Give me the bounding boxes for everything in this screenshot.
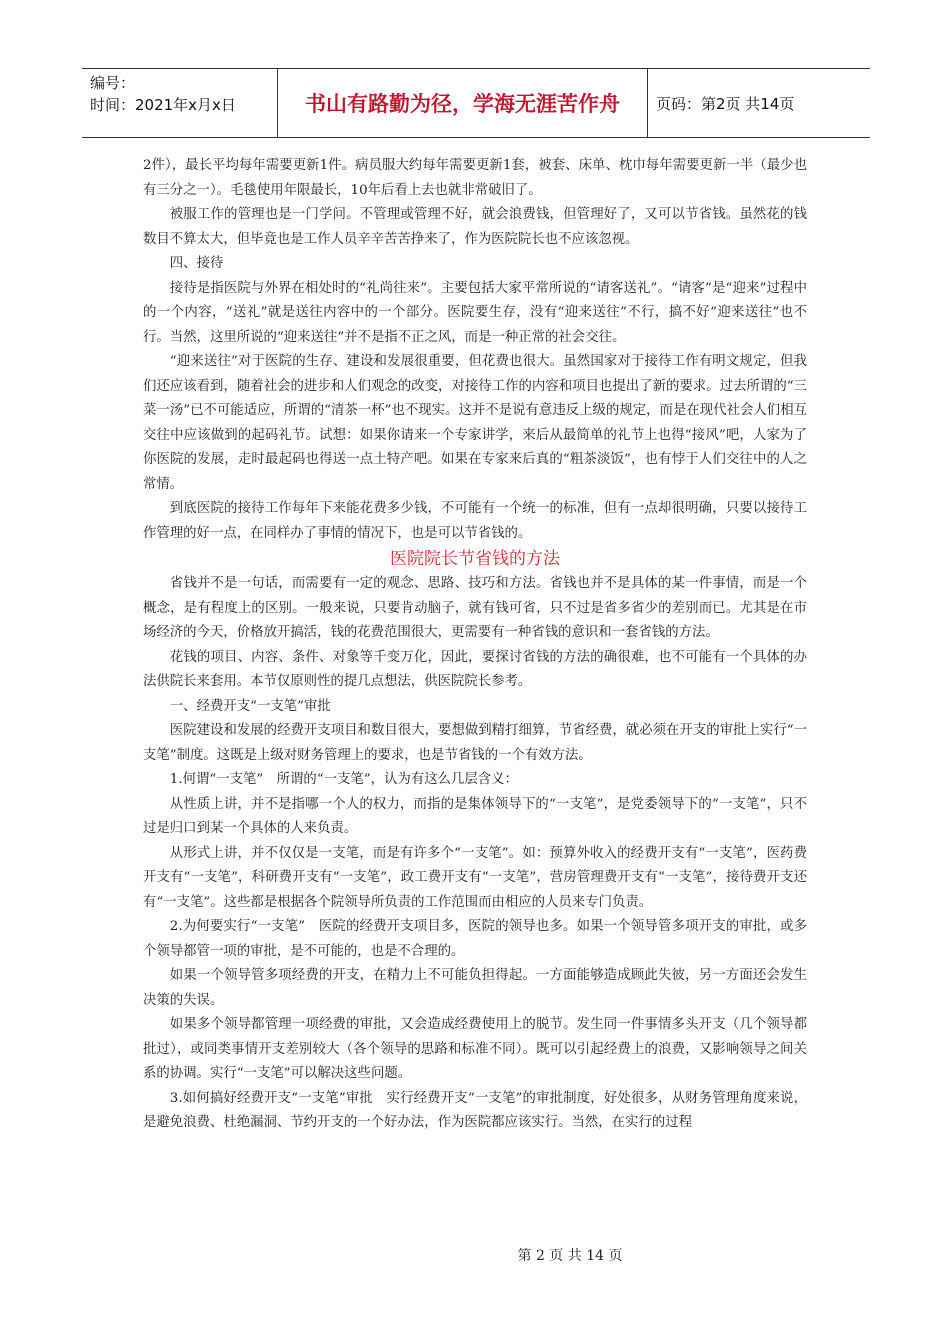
section-heading: 一、经费开支“一支笔”审批	[169, 698, 331, 714]
paragraph: 省钱并不是一句话，而需要有一定的观念、思路、技巧和方法。省钱也并不是具体的某一件事情，而是一个概念，是有程度上的区别。一般来说，只要肯动脑子，就有钱可省，只不过是省多省少的差别而已。尤其是在市场经济的今天，价格放开搞活，钱的花费范围很大，更需要有一种省钱的意识和一套省钱的方法。	[143, 576, 807, 640]
paragraph: 到底医院的接待工作每年下来能花费多少钱，不可能有一个统一的标准，但有一点却很明确，只要以接待工作管理的好一点，在同样办了事情的情况下，也是可以节省钱的。	[143, 501, 807, 541]
paragraph: 如果多个领导都管理一项经费的审批，又会造成经费使用上的脱节。发生同一件事情多头开支（几个领导都批过），或同类事情开支差别较大（各个领导的思路和标准不同）。既可以引起经费上的浪费，又影响领导之间关系的协调。实行“一支笔”可以解决这些问题。	[143, 1017, 807, 1081]
paragraph: 2件），最长平均每年需要更新1件。病员服大约每年需要更新1套，被套、床单、枕巾每年需要更新一半（最少也有三分之一）。毛毯使用年限最长，10年后看上去也就非常破旧了。	[143, 158, 807, 198]
paragraph: 接待是指医院与外界在相处时的“礼尚往来”。主要包括大家平常所说的“请客送礼”。“请客”是“迎来”过程中的一个内容，“送礼”就是送往内容中的一个部分。医院要生存，没有“迎来送往”不行，搞不好“迎来送往”也不行。当然，这里所说的“迎来送往”并不是指不正之风，而是一种正常的社会交往。	[143, 280, 807, 345]
doc-date-label: 时间：2021年x月x日	[90, 96, 236, 114]
paragraph: 如果一个领导管多项经费的开支，在精力上不可能负担得起。一方面能够造成顾此失彼，另一方面还会发生决策的失误。	[143, 968, 807, 1008]
doc-number-label: 编号：	[90, 74, 136, 92]
page-header	[82, 68, 870, 138]
paragraph: 3.如何搞好经费开支“一支笔”审批 实行经费开支“一支笔”的审批制度，好处很多，从财务管理角度来说，是避免浪费、杜绝漏洞、节约开支的一个好办法，作为医院都应该实行。当然，在实行的过程	[143, 1090, 807, 1130]
section-title: 医院院长节省钱的方法	[390, 549, 560, 569]
paragraph: 从形式上讲，并不仅仅是一支笔，而是有许多个“一支笔”。如：预算外收入的经费开支有“一支笔”，医药费开支有“一支笔”，科研费开支有“一支笔”，政工费开支有“一支笔”，营房管理费开支有“一支笔”，接待费开支还有“一支笔”。这些都是根据各个院领导所负责的工作范围而由相应的人员来专门负责。	[143, 845, 807, 910]
header-meta	[82, 69, 278, 137]
header-page-number: 页码：第2页 共14页	[656, 94, 795, 113]
section-heading: 四、接待	[169, 256, 224, 271]
paragraph: “迎来送往”对于医院的生存、建设和发展很重要，但花费也很大。虽然国家对于接待工作有明文规定，但我们还应该看到，随着社会的进步和人们观念的改变，对接待工作的内容和项目也提出了新的要求。过去所谓的“三菜一汤”已不可能适应，所谓的“清茶一杯”也不现实。这并不是说有意违反上级的规定，而是在现代社会人们相互交往中应该做到的起码礼节。试想：如果你请来一个专家讲学，来后从最简单的礼节上也得“接风”吧，人家为了你医院的发展，走时最起码也得送一点土特产吧。如果在专家来后真的“粗茶淡饭”，也有悖于人们交往中的人之常情。	[143, 354, 807, 492]
page-footer: 第 2 页 共 14 页	[517, 1248, 623, 1264]
paragraph: 1.何谓“一支笔” 所谓的“一支笔”，认为有这么几层含义：	[169, 772, 518, 787]
paragraph: 被服工作的管理也是一门学问。不管理或管理不好，就会浪费钱，但管理好了，又可以节省钱。虽然花的钱数目不算太大，但毕竟也是工作人员辛辛苦苦挣来了，作为医院院长也不应该忽视。	[143, 207, 807, 247]
paragraph: 花钱的项目、内容、条件、对象等千变万化，因此，要探讨省钱的方法的确很难，也不可能有一个具体的办法供院长来套用。本节仅原则性的提几点想法，供医院院长参考。	[143, 649, 807, 689]
document-body	[143, 154, 807, 1136]
header-motto: 书山有路勤为径，学海无涯苦作舟	[278, 69, 648, 137]
paragraph: 医院建设和发展的经费开支项目和数目很大，要想做到精打细算，节省经费，就必须在开支的审批上实行“一支笔”制度。这既是上级对财务管理上的要求，也是节省钱的一个有效方法。	[143, 723, 807, 763]
paragraph: 从性质上讲，并不是指哪一个人的权力，而指的是集体领导下的“一支笔”，是党委领导下的“一支笔”，只不过是归口到某一个具体的人来负责。	[143, 796, 807, 836]
paragraph: 2.为何要实行“一支笔” 医院的经费开支项目多，医院的领导也多。如果一个领导管多项开支的审批，或多个领导都管一项的审批，是不可能的，也是不合理的。	[143, 919, 807, 959]
